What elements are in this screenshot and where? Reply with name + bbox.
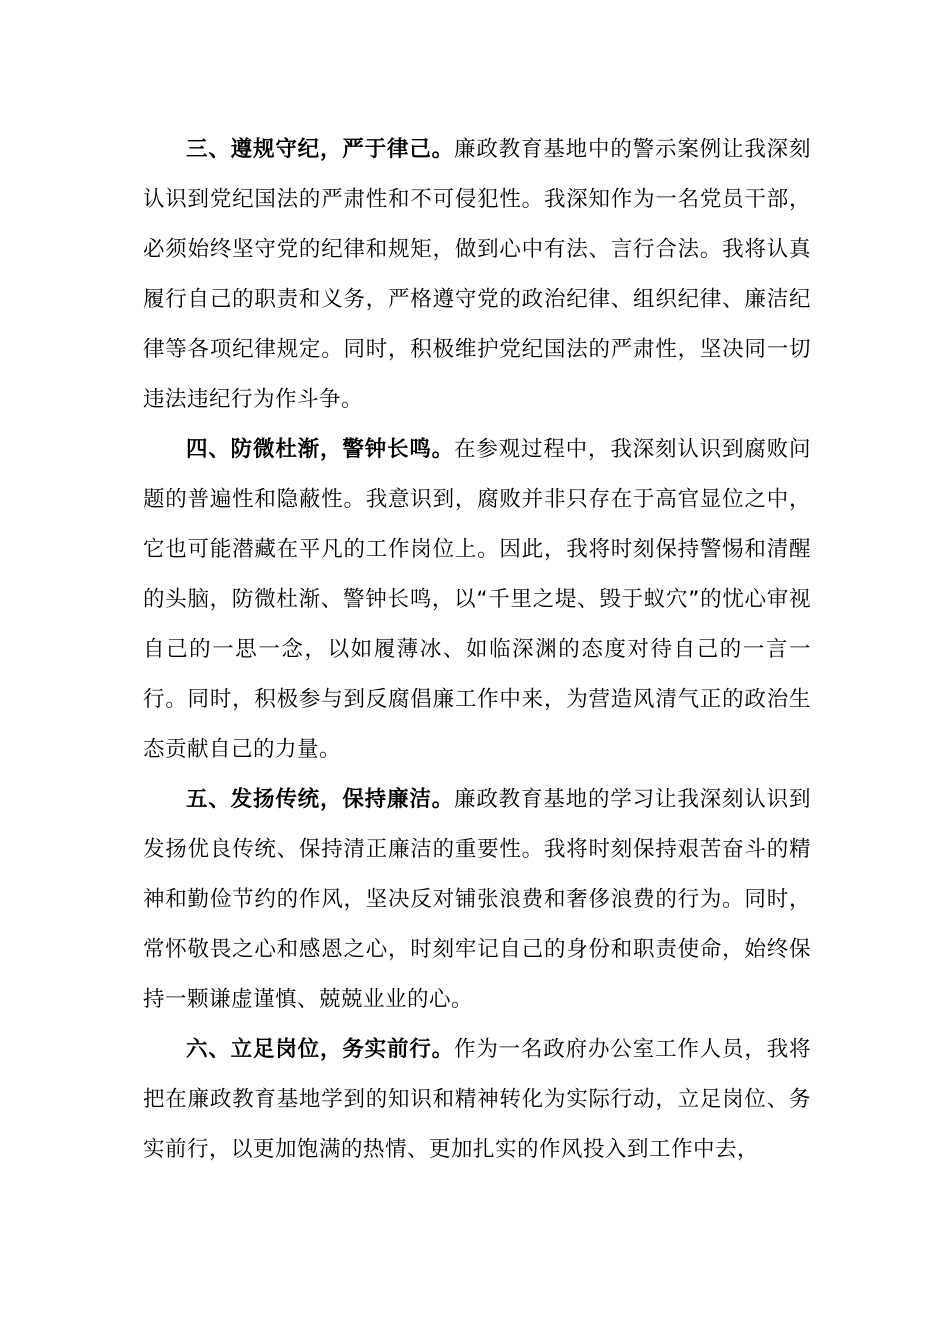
paragraph-5 <box>143 775 811 1025</box>
paragraph-text: 作为一名政府办公室工作人员，我将把在廉政教育基地学到的知识和精神转化为实际行动，立足岗位、务实前行，以更加饱满的热情、更加扎实的作风投入到工作中去， <box>143 1037 811 1162</box>
paragraph-text: 在参观过程中，我深刻认识到腐败问题的普遍性和隐蔽性。我意识到，腐败并非只存在于高官显位之中，它也可能潜藏在平凡的工作岗位上。因此，我将时刻保持警惕和清醒的头脑，防微杜渐、警钟长鸣，以“千里之堤、毁于蚁穴”的忧心审视自己的一思一念，以如履薄冰、如临深渊的态度对待自己的一言一行。同时，积极参与到反腐倡廉工作中来，为营造风清气正的政治生态贡献自己的力量。 <box>143 437 811 762</box>
paragraph-6 <box>143 1025 811 1175</box>
paragraph-heading: 三、遵规守纪，严于律己。 <box>186 137 454 162</box>
paragraph-heading: 五、发扬传统，保持廉洁。 <box>186 787 454 812</box>
paragraph-text: 廉政教育基地的学习让我深刻认识到发扬优良传统、保持清正廉洁的重要性。我将时刻保持艰苦奋斗的精神和勤俭节约的作风，坚决反对铺张浪费和奢侈浪费的行为。同时，常怀敬畏之心和感恩之心，时刻牢记自己的身份和职责使命，始终保持一颗谦虚谨慎、兢兢业业的心。 <box>143 787 811 1012</box>
paragraph-heading: 四、防微杜渐，警钟长鸣。 <box>186 437 454 462</box>
paragraph-3 <box>143 125 811 425</box>
paragraph-text: 廉政教育基地中的警示案例让我深刻认识到党纪国法的严肃性和不可侵犯性。我深知作为一名党员干部，必须始终坚守党的纪律和规矩，做到心中有法、言行合法。我将认真履行自己的职责和义务，严格遵守党的政治纪律、组织纪律、廉洁纪律等各项纪律规定。同时，积极维护党纪国法的严肃性，坚决同一切违法违纪行为作斗争。 <box>143 137 811 412</box>
paragraph-4 <box>143 425 811 775</box>
paragraph-heading: 六、立足岗位，务实前行。 <box>186 1037 454 1062</box>
document-body <box>143 125 811 1175</box>
